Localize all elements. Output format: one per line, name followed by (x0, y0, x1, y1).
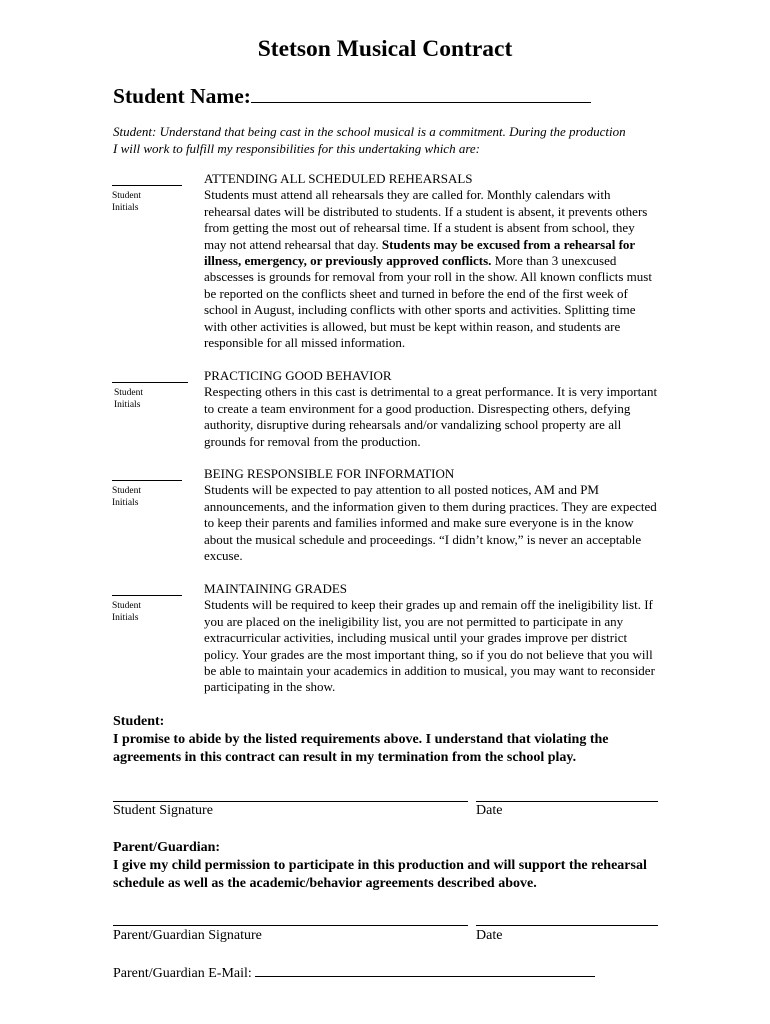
initials-label-initials: Initials (114, 400, 141, 410)
initials-label-student: Student (112, 191, 142, 201)
section-body: Students will be required to keep their grades up and remain off the ineligibility list. If you are placed on the ineligibility list, you are not permitted to participate in any extracurricular activities, including musical until your grades improve per district policy. Your grades are the most important thing, so if you do not believe that you will be able to maintain your academics in addition to musical, you may want to reconsider participating in the show. (204, 597, 655, 695)
student-date-line[interactable] (476, 801, 658, 802)
student-signature-line[interactable] (113, 801, 468, 802)
initials-block-1 (112, 185, 188, 214)
section-maintaining-grades (204, 581, 659, 696)
section-responsible-information (204, 466, 659, 564)
section-body-text: Students must attend all rehearsals they are called for. Monthly calendars with rehearsal dates will be distributed to students. If a student is absent, it prevents others from getting the most out of rehearsal time. If a student is absent from school, they may not attend rehearsal that day. (204, 187, 648, 252)
initials-block-2 (112, 382, 188, 411)
parent-email-row (113, 962, 595, 982)
section-good-behavior (204, 368, 659, 450)
section-heading: ATTENDING ALL SCHEDULED REHEARSALS (204, 171, 473, 186)
initials-field-2[interactable] (112, 382, 188, 383)
page-title: Stetson Musical Contract (257, 36, 513, 62)
initials-label-initials: Initials (112, 203, 139, 213)
student-pledge-heading: Student: (113, 714, 165, 729)
initials-label-student: Student (112, 486, 142, 496)
intro-text: Student: Understand that being cast in the school musical is a commitment. During the production I will work to fulfill my responsibilities for this undertaking which are: (113, 124, 626, 156)
parent-date-line[interactable] (476, 925, 658, 926)
student-name-field[interactable] (251, 80, 591, 103)
initials-label-student: Student (114, 388, 144, 398)
student-name-row (113, 80, 591, 109)
student-pledge-text: I promise to abide by the listed requirements above. I understand that violating the agreements in this contract can result in my termination from the school play. (113, 732, 609, 765)
parent-email-label: Parent/Guardian E-Mail: (113, 966, 252, 981)
section-heading: BEING RESPONSIBLE FOR INFORMATION (204, 466, 455, 481)
parent-signature-line[interactable] (113, 925, 468, 926)
parent-date-label: Date (476, 928, 503, 943)
student-signature-label: Student Signature (113, 803, 213, 818)
section-body-bold: Students may be excused from a rehearsal for illness, emergency, or previously approved conflicts. (204, 236, 635, 269)
student-pledge (113, 713, 663, 767)
initials-label-initials: Initials (112, 613, 139, 623)
initials-field-4[interactable] (112, 595, 182, 596)
section-body: Students will be expected to pay attention to all posted notices, AM and PM announcements, and the information given to them during practices. They are expected to keep their parents and families informed and make sure everyone is in the know about the musical schedule and proceedings. “I didn’t know,” is never an acceptable excuse. (204, 482, 657, 564)
section-body: Respecting others in this cast is detrimental to a great performance. It is very important to create a team environment for a good production. Disrespecting others, defying authority, disruptive during rehearsals and/or vandalizing school property are all grounds for removal from the production. (204, 384, 658, 449)
parent-heading: Parent/Guardian: (113, 840, 221, 855)
parent-statement-text: I give my child permission to participate in this production and will support the rehearsal schedule as well as the academic/behavior agreements described above. (113, 858, 647, 891)
student-date-label: Date (476, 803, 503, 818)
section-heading: MAINTAINING GRADES (204, 581, 348, 596)
initials-label-student: Student (112, 601, 142, 611)
section-heading: PRACTICING GOOD BEHAVIOR (204, 368, 392, 383)
student-name-label: Student Name: (113, 84, 251, 108)
initials-field-3[interactable] (112, 480, 182, 481)
parent-statement (113, 839, 663, 893)
parent-signature-label: Parent/Guardian Signature (113, 928, 262, 943)
section-body-text: More than 3 unexcused abscesses is grounds for removal from your roll in the show. All known conflicts must be reported on the conflicts sheet and turned in before the end of the first week of school in August, including conflicts with other sports and activities. Splitting time with other activities is allowed, but must be kept within reason, and students are responsible for all missed information. (204, 253, 652, 351)
section-attending-rehearsals (204, 171, 659, 351)
initials-label-initials: Initials (112, 498, 139, 508)
initials-block-4 (112, 595, 188, 624)
initials-block-3 (112, 480, 188, 509)
section-body (204, 187, 659, 351)
initials-field-1[interactable] (112, 185, 182, 186)
parent-email-field[interactable] (255, 962, 595, 977)
